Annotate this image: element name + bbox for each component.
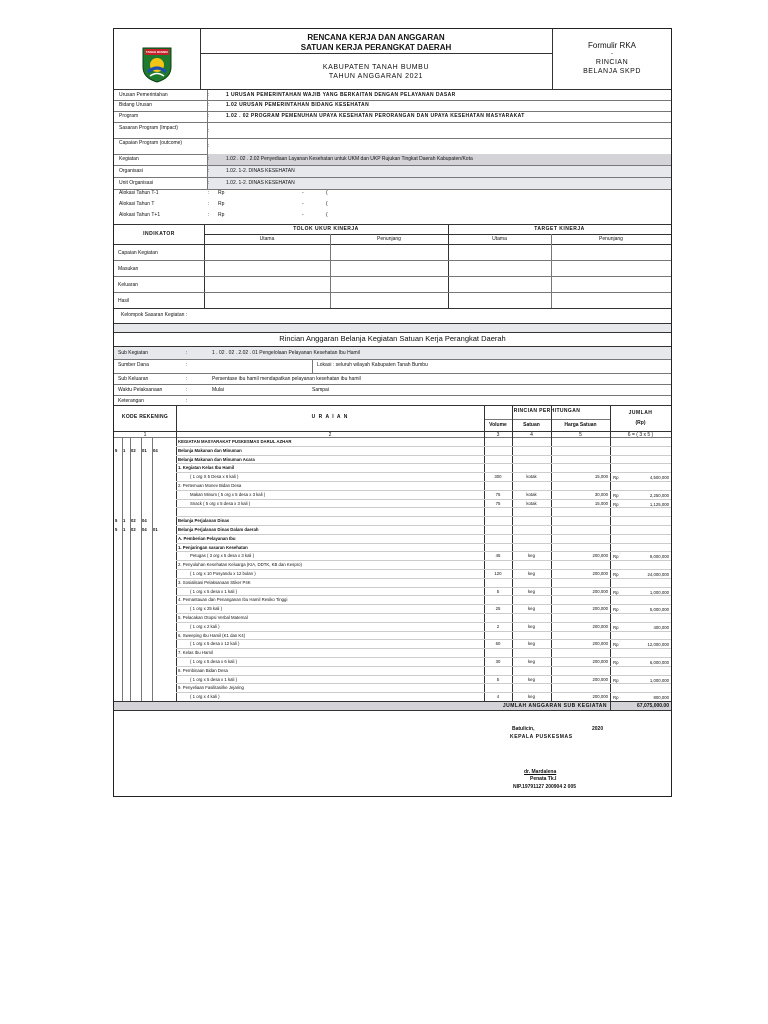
form-title-line2: SATUAN KERJA PERANGKAT DAERAH [300,43,452,52]
uraian-cell: 2. Pertemuan Monev Bidan Desa [178,483,242,488]
uraian-cell: Belanja Makanan dan Minuman Acara [178,456,255,462]
kode-rekening-header: KODE REKENING [121,414,169,420]
uraian-cell: Belanja Perjalanan Dinas Dalam daerah [178,527,259,532]
uraian-cell: 2. Penyuluhan Kesehatan Keluarga (KIA, DDTK, KB dan Kespro) [178,562,302,568]
info-colon: : [208,180,210,186]
target-kinerja-header: TARGET KINERJA [534,226,585,232]
uraian-cell: 4. Pemantauan dan Penanganan Ibu Hamil Resiko Tinggi [178,597,288,603]
kode-rekening-cell: 5 [115,518,118,524]
indikator-row-label: Hasil [118,298,130,304]
jumlah-rp-cell: Rp [613,475,619,481]
col-number-6: 6 = ( 3 x 5 ) [627,432,654,438]
volume-cell: 5 [496,588,500,594]
kode-rekening-cell: 1 [123,527,126,532]
info-colon: : [208,156,210,162]
uraian-cell: 1. Kegiatan Kelas Ibu Hamil [178,465,235,471]
tolok-ukur-header: TOLOK UKUR KINERJA [293,226,359,232]
sub-value: 1 . 02 . 02 . 2.02 . 01 Pengelolaan Pelayanan Kesehatan Ibu Hamil [212,350,360,356]
jumlah-cell: 2,250,000 [649,492,669,498]
jumlah-rp-cell: Rp [613,572,619,577]
indikator-row-label: Keluaran [118,282,139,288]
jumlah-cell: 9,000,000 [649,554,669,560]
uraian-cell: ( 1 org x 5 desa x 6 kali ) [190,659,238,664]
harga-satuan-cell: 200,000 [592,676,608,682]
uraian-cell: 3. Sosialisasi Pelaksanaan Stiker P4K [178,579,251,585]
info-value: 1.02 URUSAN PEMERINTAHAN BIDANG KESEHATAN [226,102,370,108]
sub-label: Sumber Dana [118,362,149,368]
uraian-header: U R A I A N [311,414,349,420]
rincian-perhitungan-header: RINCIAN PERHITUNGAN [513,408,581,414]
info-colon: : [208,92,210,98]
indikator-row-divider [114,260,671,261]
form-subtitle1: RINCIAN [595,59,629,66]
jumlah-rp-header: (Rp) [635,420,646,426]
kode-rekening-cell: 02 [131,527,136,532]
tolok-utama-header: Utama [259,236,275,242]
alokasi-paren: ( [326,201,328,207]
satuan-cell: keg [528,641,535,647]
harga-satuan-cell: 200,000 [592,641,608,647]
uraian-cell: A. Pemberian Pelayanan Ibu [178,535,236,541]
col-number-3: 3 [496,432,500,438]
sub-colon: : [186,387,188,393]
signature-name: dr. Mardalena [524,769,557,775]
form-title-line1: RENCANA KERJA DAN ANGGARAN [307,33,445,42]
indikator-row-label: Masukan [118,266,139,272]
sub-colon: : [186,362,188,368]
total-value: 67,075,000.00 [637,703,669,709]
alokasi-dash: - [302,212,304,218]
jumlah-rp-cell: Rp [613,589,619,595]
jumlah-cell: 6,000,000 [649,660,669,665]
tanah-bumbu-logo [140,45,174,83]
info-value: 1.02. 1-2. DINAS KESEHATAN [226,180,295,186]
signature-place: Batulicin, [512,726,535,732]
uraian-cell: KEGIATAN MASYARAKAT PUSKESMAS DARUL AZHAR [178,439,292,444]
jumlah-cell: 400,000 [653,624,669,630]
uraian-cell: Makan Minum ( 5 org x 5 desa x 3 kali ) [190,491,266,497]
uraian-cell: ( 1 org X 5 Desa x 6 kali ) [190,474,239,480]
kelompok-sasaran-label: Kelompok Sasaran Kegiatan : [121,312,188,318]
alokasi-paren: ( [326,190,328,196]
alokasi-rp: Rp [218,201,225,207]
info-colon: : [208,168,210,174]
satuan-cell: kotak [526,500,537,506]
uraian-cell: ( 1 org x 4 kali ) [190,694,220,700]
kode-rekening-cell: 1 [123,518,126,524]
volume-cell: 120 [494,571,502,576]
jumlah-cell: 1,000,000 [649,677,669,683]
jumlah-rp-cell: Rp [613,695,619,701]
alokasi-dash: - [302,201,304,207]
uraian-cell: 9. Penyeliaan Fasilitasi/ke Jejaring [178,685,244,691]
harga-satuan-header: Harga Satuan [564,422,597,428]
jumlah-cell: 1,125,000 [649,501,669,507]
form-subtitle2: BELANJA SKPD [583,68,641,75]
info-value: 1 URUSAN PEMERINTAHAN WAJIB YANG BERKAITAN DENGAN PELAYANAN DASAR [226,92,456,98]
kode-rekening-cell: 04 [142,518,147,524]
info-colon: : [208,102,210,108]
sub-lokasi: Lokasi : seluruh wilayah Kabupaten Tanah Bumbu [317,362,428,368]
satuan-cell: kotak [526,474,537,480]
info-value: 1.02. 1-2. DINAS KESEHATAN [226,168,295,174]
alokasi-paren: ( [326,212,328,218]
jumlah-cell: 4,500,000 [649,475,669,481]
info-label: Capaian Program (outcome) [119,140,183,146]
uraian-cell: Belanja Perjalanan Dinas [178,518,230,524]
harga-satuan-cell: 200,000 [592,694,608,700]
target-penunjang-header: Penunjang [599,236,623,242]
uraian-cell: ( 1 org x 5 desa x 1 kali ) [190,588,238,594]
sub-value: Mulai [212,387,224,393]
rka-form-sheet [113,28,672,797]
col-number-2: 2 [328,432,332,438]
form-code: Formulir RKA [587,41,636,50]
form-code-dash: - [611,51,613,57]
kode-rekening-cell: 02 [131,447,136,453]
col-number-1: 1 [143,432,147,438]
kode-rekening-cell: 04 [153,447,158,453]
fiscal-year: TAHUN ANGGARAN 2021 [328,73,424,80]
signature-year: 2020 [592,726,604,732]
satuan-header: Satuan [523,422,540,428]
total-label: JUMLAH ANGGARAN SUB KEGIATAN [502,703,607,709]
volume-cell: 5 [496,676,500,682]
uraian-cell: 6. Sweeping Ibu Hamil (K1 dan K4) [178,632,246,638]
kode-rekening-cell: 01 [153,527,158,532]
satuan-cell: keg [528,676,535,682]
alokasi-colon: : [208,190,210,196]
satuan-cell: keg [528,659,535,664]
alokasi-label: Alokasi Tahun T+1 [119,212,161,218]
alokasi-dash: - [302,190,304,196]
info-colon: : [208,113,210,119]
satuan-cell: keg [528,694,535,700]
jumlah-cell: 5,000,000 [649,607,669,613]
kode-rekening-cell: 01 [142,447,147,453]
info-divider [114,138,671,139]
kode-rekening-cell: 5 [115,527,118,532]
kode-rekening-cell: 5 [115,447,118,453]
target-utama-header: Utama [492,236,507,242]
table-row [114,507,671,516]
harga-satuan-cell: 200,000 [592,623,608,629]
indikator-row-divider [114,276,671,277]
alokasi-rp: Rp [218,190,225,196]
info-label: Kegiatan [119,156,139,162]
satuan-cell: keg [528,606,535,612]
jumlah-rp-cell: Rp [613,660,619,665]
volume-cell: 2 [496,623,500,629]
sub-colon: : [186,398,188,404]
uraian-cell: 8. Pembinaan Bidan Desa [178,667,228,673]
info-colon: : [208,143,210,149]
info-label: Unit Organisasi [119,180,154,186]
info-divider [114,100,671,101]
uraian-cell: ( 1 org x 25 kali ) [190,606,223,612]
jumlah-rp-cell: Rp [613,492,619,498]
alokasi-colon: : [208,212,210,218]
jumlah-header: JUMLAH [628,410,653,416]
kode-rekening-cell: 04 [142,527,147,532]
harga-satuan-cell: 200,000 [592,659,608,664]
indikator-row-divider [114,292,671,293]
uraian-cell: 7. Kelas Ibu Hamil [178,650,213,656]
indikator-row-label: Capaian Kegiatan [118,250,158,256]
tolok-penunjang-header: Penunjang [377,236,401,242]
volume-cell: 25 [495,606,501,612]
col-number-4: 4 [530,432,533,438]
jumlah-cell: 12,000,000 [647,642,669,648]
kode-rekening-cell: 1 [123,447,126,453]
region-name: KABUPATEN TANAH BUMBU [322,64,430,71]
info-divider [114,111,671,112]
volume-cell: 300 [494,474,502,480]
volume-cell: 4 [496,694,500,700]
kode-rekening-cell: 02 [131,518,136,524]
signature-nip: NIP.19791127 200904 2 005 [513,784,577,790]
uraian-cell: ( 1 org x 10 Posyandu x 12 bulan ) [190,571,256,576]
uraian-cell: Snack ( 5 org x 5 desa x 3 kali ) [190,500,251,506]
alokasi-colon: : [208,201,210,207]
uraian-cell: ( 1 org x 5 desa x 1 kali ) [190,676,238,682]
info-label: Sasaran Program (Impact) [119,125,178,131]
uraian-cell: ( 1 org x 2 kali ) [190,623,220,629]
satuan-cell: keg [528,571,535,576]
info-label: Organisasi [119,168,143,174]
satuan-cell: keg [528,588,535,594]
sub-colon: : [186,350,188,356]
volume-cell: 60 [495,641,501,647]
jumlah-cell: 24,000,000 [647,572,669,577]
harga-satuan-cell: 200,000 [592,606,608,612]
harga-satuan-cell: 30,000 [594,491,608,497]
alokasi-label: Alokasi Tahun T [119,201,155,207]
uraian-cell: 1. Penjaringan sasaran Kesehatan [178,544,248,550]
jumlah-rp-cell: Rp [613,677,619,683]
harga-satuan-cell: 15,000 [594,500,608,506]
jumlah-cell: 800,000 [653,695,669,701]
info-divider [114,189,671,190]
signature-position: KEPALA PUSKESMAS [510,734,573,740]
jumlah-rp-cell: Rp [613,554,619,560]
sub-value-end: Sampai [312,387,329,393]
rincian-title: Rincian Anggaran Belanja Kegiatan Satuan Kerja Perangkat Daerah [279,334,506,343]
volume-header: Volume [489,422,507,428]
satuan-cell: keg [528,623,535,629]
harga-satuan-cell: 200,000 [592,553,608,559]
volume-cell: 75 [495,491,501,497]
jumlah-cell: 1,000,000 [649,589,669,595]
col-number-5: 5 [579,432,582,438]
volume-cell: 30 [495,659,501,664]
alokasi-rp: Rp [218,212,225,218]
info-value: 1.02 . 02 . 2.02 Penyediaan Layanan Kesehatan untuk UKM dan UKP Rujukan Tingkat Daerah Kabupaten/Kota [226,156,473,162]
sub-label: Keterangan [118,398,144,404]
info-divider [114,122,671,123]
info-vline [207,90,208,189]
volume-cell: 45 [495,553,501,559]
sub-colon: : [186,376,188,382]
indikator-header: INDIKATOR [143,231,175,237]
uraian-cell: Petugas ( 3 org x 5 desa x 3 kali ) [190,553,255,559]
sub-label: Sub Keluaran [118,376,149,382]
jumlah-rp-cell: Rp [613,642,619,648]
uraian-cell: 5. Pelacakan Otopsi Verbal Maternal [178,615,248,620]
alokasi-label: Alokasi Tahun T-1 [119,190,159,196]
satuan-cell: kotak [526,491,537,497]
harga-satuan-cell: 200,000 [592,588,608,594]
info-label: Program [119,113,139,119]
logo-label: TANAH BUMBU [145,50,169,54]
jumlah-rp-cell: Rp [613,501,619,507]
info-label: Bidang Urusan [119,102,153,108]
volume-cell: 75 [495,500,501,506]
signature-rank: Penata Tk.I [530,776,557,782]
sub-label: Sub Kegiatan [118,350,149,356]
info-colon: : [208,128,210,134]
harga-satuan-cell: 200,000 [592,571,608,576]
sub-label: Waktu Pelaksanaan [118,387,163,393]
uraian-cell: ( 1 org x 5 desa x 12 kali ) [190,641,240,647]
jumlah-rp-cell: Rp [613,624,619,630]
info-value: 1.02 . 02 PROGRAM PEMENUHAN UPAYA KESEHATAN PERORANGAN DAN UPAYA KESEHATAN MASYARAKAT [226,113,525,119]
jumlah-rp-cell: Rp [613,607,619,613]
info-label: Urusan Pemerintahan [119,92,168,98]
sub-value: Persentase ibu hamil mendapatkan pelayanan kesehatan ibu hamil [212,376,361,382]
uraian-cell: Belanja Makanan dan Minuman [178,447,242,453]
satuan-cell: keg [528,553,535,559]
harga-satuan-cell: 15,000 [594,474,608,480]
